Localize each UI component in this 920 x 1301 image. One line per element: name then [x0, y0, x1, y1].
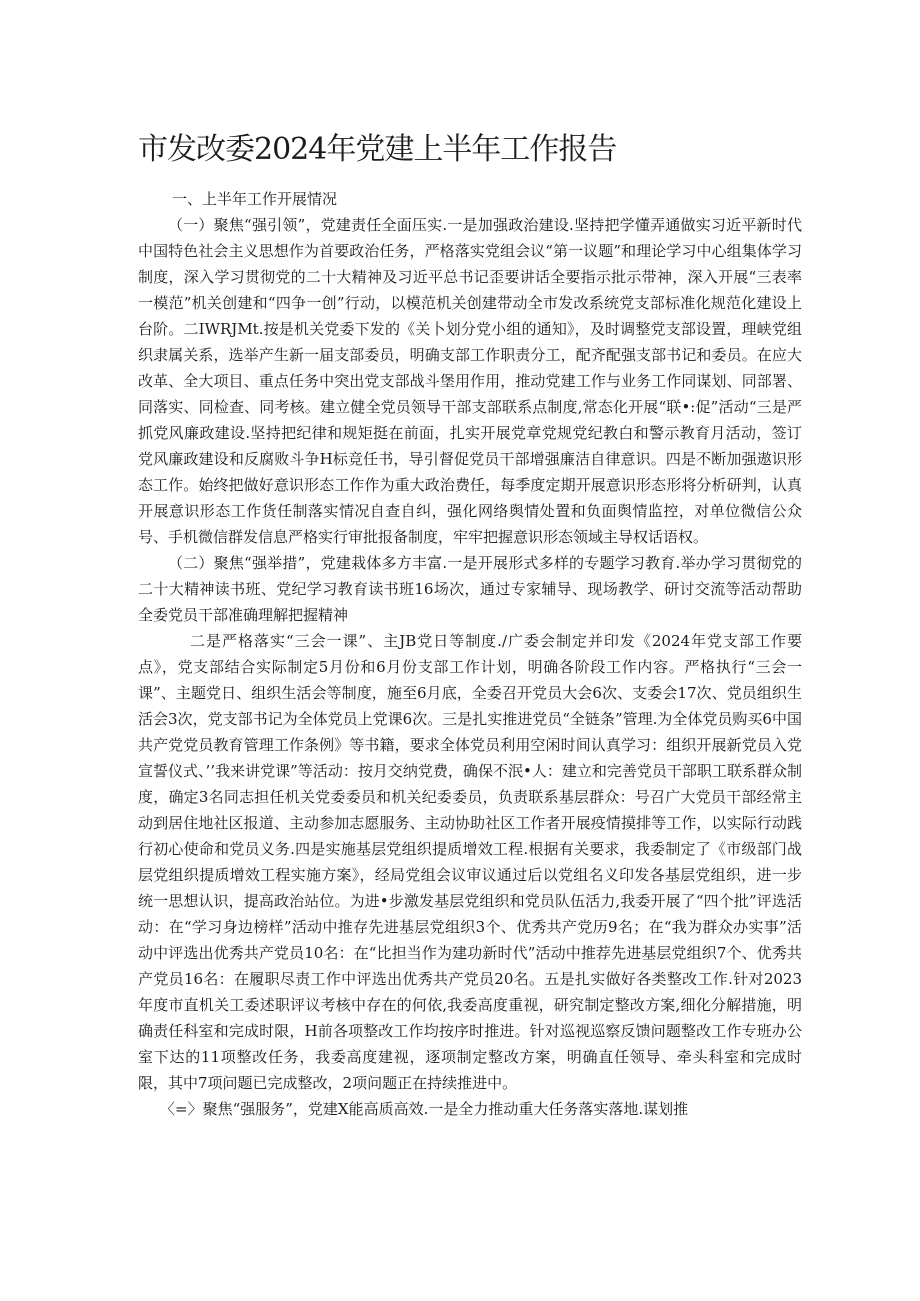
paragraph-4: 〈=〉聚焦“强服务”，党建X能高质高效.一是全力推动重大任务落实落地.谋划推	[160, 1100, 689, 1118]
document-title: 市发改委2024年党建上半年工作报告	[138, 132, 617, 167]
paragraph-3: 二是严格落实“三会一课”、主JB党日等制度./广委会制定并印发《2024年党支部工作要点》，党支部结合实际制定5月份和6月份支部工作计划，明确各阶段工作内容。严格执行“三会一课”、主题党日、组织生活会等制度，施至6月底，全委召开党员大会6次、支委会17次、党员组织生活会3次，党支部书记为全体党员上党课6次。三是扎实推进党员“全链条”管理.为全体党员购买6中国共产党党员教育管理工作条例》等书籍，要求全体党员利用空闲时间认真学习：组织开展新党员入党宣誓仪式、’’我来讲党课”等活动：按月交纳党费，确保不泯•人：建立和完善党员干部职工联系群众制度，确定3名同志担任机关党委委员和机关纪委委员，负责联系基层群众：号召广大党员干部经常主动到居住地社区报道、主动参加志愿服务、主动协助社区工作者开展疫情摸排等工作，以实际行动践行初心使命和党员义务.四是实施基层党组织提质增效工程.根据有关要求，我委制定了《市级部门战层党组织提质增效工程实施方案》，经局党组会议审议通过后以党组名义印发各基层党组织，进一步统一思想认识，提高政治站位。为进•步激发基层党组织和党员队伍活力,我委开展了“四个批”评选活动：在“学习身边榜样”活动中推存先进基层党组织3个、优秀共产党历9名；在“我为群众办实事”活动中评选出优秀共产党员10名：在“比担当作为建功新时代”活动中推荐先进基层党组织7个、优秀共产党员16名：在履职尽责工作中评选出优秀共产党员20名。五是扎实做好各类整改工作.针对2023年度市直机关工委述职评议考核中存在的何依,我委高度重视，研究制定整改方案,细化分解措施，明确责任科室和完成时限，H前各项整改工作均按序时推进。针对巡视巡察反馈问题整改工作专班办公室下达的11项整改任务，我委高度建视，逐项制定整改方案，明确直任领导、牵头科室和完成时限，其中7项问题已完成整改，2项问题正在持续推进中。	[138, 632, 802, 1092]
paragraph-1: （一）聚焦“强引领”，党建责任全面压实.一是加强政治建设.坚持把学懂弄通做实习近平新时代中国特色社会主义思想作为首要政治任务，严格落实党组会议“第一议题”和理论学习中心组集体学习制度，深入学习贯彻党的二十大精神及习近平总书记歪要讲话全要指示批示带神，深入开展“三表率一模范”机关创建和“四争一创”行动，以模范机关创建带动全市发改系统党支部标准化规范化建设上台阶。二IWRJMt.按是机关党委下发的《关卜划分党小组的通知》，及时调整党支部设置，理峡党组织隶属关系，选举产生新一届支部委员，明确支部工作职责分工，配齐配强支部书记和委员。在应大改革、全大项目、重点任务中突出党支部战斗堡用作用，推动党建工作与业务工作同谋划、同部署、同落实、同检查、同考核。建立健全党员领导干部支部联系点制度,常态化开展“联•:促”活动“三是严抓党风廉政建设.坚持把纪律和规矩挺在前面，扎实开展党章党规党纪教白和警示教育月活动，签订党风廉政建设和反腐败斗争H标竞任书，导引督促党员干部增强廉洁自律意识。四是不断加强遨识形态工作。始终把做好意识形态工作作为重大政治费任，每季度定期开展意识形态形将分析研判，认真开展意识形态工作货任制落实情况自查自纠，强化网络舆情处置和负面舆情监控，对单位微信公众号、手机微信群发信息严格实行审批报备制度，牢牢把握意识形态领域主导权话语权。	[138, 216, 802, 546]
document-page	[138, 128, 802, 1122]
paragraph-2: （二）聚焦“强举措”，党建栽体多方丰富.一是开展形式多样的专题学习教育.举办学习贯彻党的二十大精神读书班、党纪学习教育读书班16场次，通过专家辅导、现场教学、研讨交流等活动帮助全委党员干部准确理解把握精神	[138, 554, 802, 624]
section-heading: 一、上半年工作开展情况	[172, 190, 338, 208]
